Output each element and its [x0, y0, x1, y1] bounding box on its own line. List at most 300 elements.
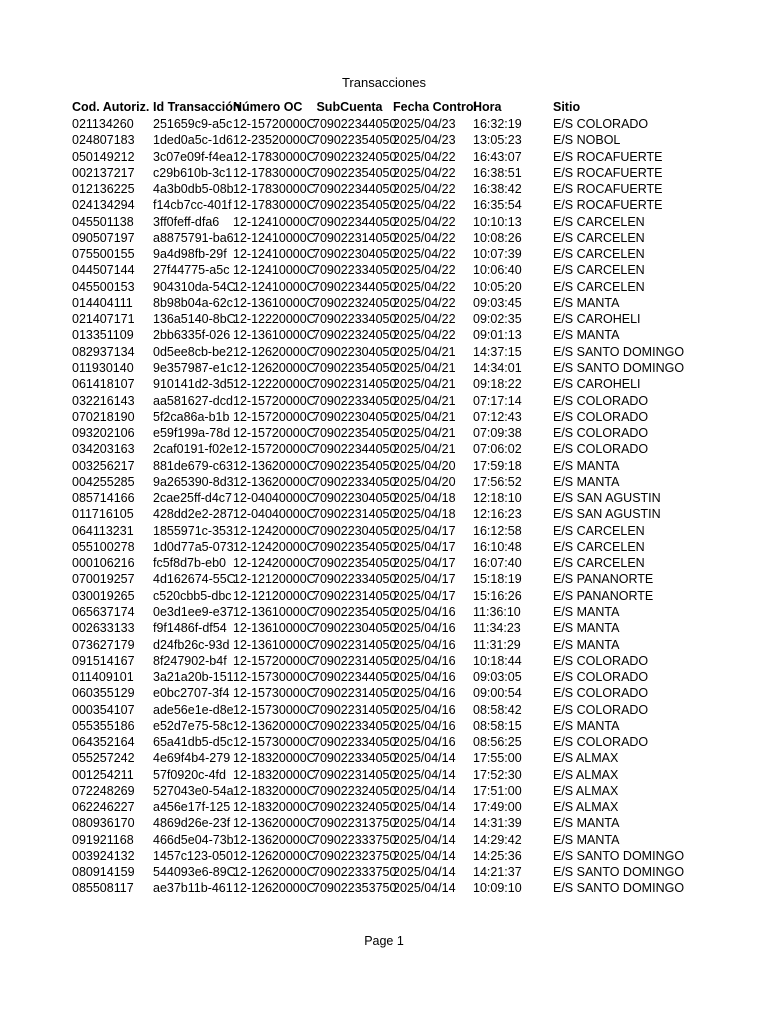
- cell-cod-autoriz: 055355186: [72, 718, 135, 733]
- table-row: [0, 360, 768, 376]
- cell-subcuenta: 709022304050: [313, 344, 397, 359]
- cell-cod-autoriz: 012136225: [72, 182, 135, 197]
- cell-numero-oc: 12-12220000C: [233, 312, 316, 327]
- cell-hora: 07:06:02: [473, 442, 522, 457]
- cell-cod-autoriz: 080936170: [72, 816, 135, 831]
- cell-sitio: E/S MANTA: [553, 832, 620, 847]
- cell-subcuenta: 709022314050: [313, 686, 397, 701]
- cell-numero-oc: 12-04040000C: [233, 491, 316, 506]
- cell-numero-oc: 12-17830000C: [233, 149, 316, 164]
- cell-subcuenta: 709022354050: [313, 360, 397, 375]
- cell-cod-autoriz: 004255285: [72, 474, 135, 489]
- cell-numero-oc: 12-18320000C: [233, 767, 316, 782]
- cell-sitio: E/S SANTO DOMINGO: [553, 344, 685, 359]
- cell-numero-oc: 12-13620000C: [233, 718, 316, 733]
- table-row: [0, 702, 768, 718]
- cell-hora: 14:29:42: [473, 832, 522, 847]
- cell-subcuenta: 709022314050: [313, 767, 397, 782]
- table-row: [0, 132, 768, 148]
- cell-id-transaccion: 2caf0191-f02e: [153, 442, 233, 457]
- cell-numero-oc: 12-15720000C: [233, 409, 316, 424]
- cell-fecha-control: 2025/04/22: [393, 165, 456, 180]
- cell-id-transaccion: f14cb7cc-401f: [153, 198, 232, 213]
- table-row: [0, 181, 768, 197]
- cell-id-transaccion: 1ded0a5c-1d6: [153, 133, 233, 148]
- cell-hora: 08:58:42: [473, 702, 522, 717]
- table-row: [0, 262, 768, 278]
- table-row: [0, 458, 768, 474]
- cell-fecha-control: 2025/04/14: [393, 848, 456, 863]
- cell-id-transaccion: 251659c9-a5c: [153, 117, 233, 131]
- cell-fecha-control: 2025/04/17: [393, 523, 456, 538]
- cell-hora: 12:16:23: [473, 507, 522, 522]
- cell-cod-autoriz: 045501138: [72, 214, 134, 229]
- table-row: [0, 669, 768, 685]
- cell-hora: 10:05:20: [473, 279, 522, 294]
- table-row: [0, 344, 768, 360]
- table-row: [0, 864, 768, 880]
- cell-hora: 16:35:54: [473, 198, 522, 213]
- cell-hora: 08:58:15: [473, 718, 522, 733]
- table-row: [0, 490, 768, 506]
- cell-fecha-control: 2025/04/21: [393, 360, 456, 375]
- cell-id-transaccion: 1d0d77a5-073: [153, 539, 234, 554]
- cell-subcuenta: 709022314050: [313, 507, 397, 522]
- cell-hora: 17:59:18: [473, 458, 522, 473]
- table-row: [0, 799, 768, 815]
- cell-fecha-control: 2025/04/21: [393, 426, 456, 441]
- table-row: [0, 116, 768, 132]
- cell-numero-oc: 12-12410000C: [233, 230, 316, 245]
- cell-subcuenta: 709022344050: [313, 670, 397, 685]
- cell-id-transaccion: 9a4d98fb-29f: [153, 247, 227, 262]
- cell-subcuenta: 709022334050: [313, 751, 397, 766]
- cell-fecha-control: 2025/04/16: [393, 735, 456, 750]
- cell-cod-autoriz: 014404111: [72, 295, 133, 310]
- cell-numero-oc: 12-18320000C: [233, 800, 316, 815]
- cell-hora: 14:34:01: [473, 360, 522, 375]
- cell-id-transaccion: 9a265390-8d3: [153, 474, 234, 489]
- cell-cod-autoriz: 065637174: [72, 604, 135, 619]
- cell-cod-autoriz: 000106216: [72, 556, 135, 571]
- cell-id-transaccion: a8875791-ba6: [153, 230, 234, 245]
- page-number: Page 1: [364, 934, 404, 948]
- cell-cod-autoriz: 090507197: [72, 230, 135, 245]
- cell-id-transaccion: 1855971c-353: [153, 523, 233, 538]
- cell-subcuenta: 709022354050: [313, 133, 397, 148]
- cell-sitio: E/S ALMAX: [553, 783, 619, 798]
- cell-id-transaccion: aa581627-dcd: [153, 393, 233, 408]
- table-row: [0, 506, 768, 522]
- table-row: [0, 571, 768, 587]
- cell-numero-oc: 12-17830000C: [233, 165, 316, 180]
- cell-subcuenta: 709022334050: [313, 263, 397, 278]
- cell-fecha-control: 2025/04/22: [393, 279, 456, 294]
- cell-subcuenta: 709022323750: [313, 848, 397, 863]
- cell-numero-oc: 12-12620000C: [233, 881, 316, 896]
- cell-subcuenta: 709022334050: [313, 393, 397, 408]
- cell-sitio: E/S MANTA: [553, 637, 620, 652]
- cell-hora: 16:38:42: [473, 182, 522, 197]
- cell-fecha-control: 2025/04/20: [393, 474, 456, 489]
- cell-fecha-control: 2025/04/16: [393, 718, 456, 733]
- cell-hora: 10:18:44: [473, 653, 522, 668]
- cell-hora: 16:43:07: [473, 149, 522, 164]
- cell-hora: 16:38:51: [473, 165, 522, 180]
- cell-numero-oc: 12-15730000C: [233, 670, 316, 685]
- table-row: [0, 327, 768, 343]
- cell-hora: 17:55:00: [473, 751, 522, 766]
- cell-fecha-control: 2025/04/22: [393, 312, 456, 327]
- cell-sitio: E/S ALMAX: [553, 767, 619, 782]
- cell-id-transaccion: 136a5140-8bC: [153, 312, 236, 327]
- cell-hora: 11:34:23: [473, 621, 521, 636]
- cell-cod-autoriz: 030019265: [72, 588, 135, 603]
- cell-cod-autoriz: 032216143: [72, 393, 135, 408]
- table-row: [0, 653, 768, 669]
- table-header: [0, 100, 768, 116]
- cell-numero-oc: 12-12420000C: [233, 556, 316, 571]
- cell-fecha-control: 2025/04/18: [393, 507, 456, 522]
- cell-sitio: E/S MANTA: [553, 295, 620, 310]
- cell-fecha-control: 2025/04/22: [393, 214, 456, 229]
- cell-fecha-control: 2025/04/22: [393, 182, 456, 197]
- cell-subcuenta: 709022354050: [313, 556, 397, 571]
- cell-fecha-control: 2025/04/14: [393, 881, 456, 896]
- cell-hora: 07:09:38: [473, 426, 522, 441]
- cell-cod-autoriz: 091514167: [72, 653, 135, 668]
- cell-id-transaccion: d24fb26c-93d: [153, 637, 230, 652]
- table-row: [0, 620, 768, 636]
- cell-id-transaccion: ade56e1e-d8e: [153, 702, 234, 717]
- cell-id-transaccion: 881de679-c63: [153, 458, 233, 473]
- cell-subcuenta: 709022314050: [313, 588, 397, 603]
- cell-subcuenta: 709022324050: [313, 800, 397, 815]
- cell-id-transaccion: 3ff0feff-dfa6: [153, 214, 220, 229]
- cell-fecha-control: 2025/04/21: [393, 409, 456, 424]
- cell-sitio: E/S NOBOL: [553, 133, 621, 148]
- cell-fecha-control: 2025/04/22: [393, 198, 456, 213]
- cell-numero-oc: 12-12120000C: [233, 572, 316, 587]
- table-row: [0, 474, 768, 490]
- cell-hora: 17:52:30: [473, 767, 522, 782]
- cell-sitio: E/S PANANORTE: [553, 588, 654, 603]
- cell-id-transaccion: f9f1486f-df54: [153, 621, 227, 636]
- cell-cod-autoriz: 003256217: [72, 458, 135, 473]
- cell-sitio: E/S CARCELEN: [553, 230, 645, 245]
- cell-hora: 09:03:05: [473, 670, 522, 685]
- cell-sitio: E/S CARCELEN: [553, 539, 645, 554]
- cell-subcuenta: 709022304050: [313, 409, 397, 424]
- column-header-subcuenta: SubCuenta: [313, 100, 383, 114]
- table-row: [0, 425, 768, 441]
- cell-sitio: E/S ROCAFUERTE: [553, 165, 663, 180]
- cell-hora: 17:51:00: [473, 783, 522, 798]
- cell-sitio: E/S ROCAFUERTE: [553, 149, 663, 164]
- cell-sitio: E/S COLORADO: [553, 442, 649, 457]
- cell-subcuenta: 709022324050: [313, 149, 397, 164]
- table-row: [0, 734, 768, 750]
- cell-cod-autoriz: 002633133: [72, 621, 135, 636]
- cell-subcuenta: 709022304050: [313, 247, 397, 262]
- cell-numero-oc: 12-13610000C: [233, 621, 316, 636]
- table-row: [0, 311, 768, 327]
- table-row: [0, 197, 768, 213]
- cell-subcuenta: 709022324050: [313, 783, 397, 798]
- cell-sitio: E/S MANTA: [553, 816, 620, 831]
- cell-hora: 15:16:26: [473, 588, 522, 603]
- cell-cod-autoriz: 034203163: [72, 442, 135, 457]
- cell-subcuenta: 709022334050: [313, 474, 397, 489]
- cell-hora: 09:01:13: [473, 328, 522, 343]
- cell-sitio: E/S ALMAX: [553, 800, 619, 815]
- cell-sitio: E/S CARCELEN: [553, 247, 645, 262]
- cell-fecha-control: 2025/04/16: [393, 637, 456, 652]
- cell-cod-autoriz: 064352164: [72, 735, 135, 750]
- column-header-sitio: Sitio: [553, 100, 581, 114]
- cell-id-transaccion: a456e17f-125: [153, 800, 231, 815]
- cell-id-transaccion: 3c07e09f-f4ea: [153, 149, 233, 164]
- cell-numero-oc: 12-04040000C: [233, 507, 316, 522]
- cell-id-transaccion: 527043e0-54a: [153, 783, 234, 798]
- cell-id-transaccion: fc5f8d7b-eb0: [153, 556, 226, 571]
- cell-id-transaccion: 5f2ca86a-b1b: [153, 409, 230, 424]
- cell-cod-autoriz: 055100278: [72, 539, 135, 554]
- cell-sitio: E/S COLORADO: [553, 735, 649, 750]
- cell-fecha-control: 2025/04/16: [393, 702, 456, 717]
- cell-sitio: E/S COLORADO: [553, 409, 649, 424]
- table-row: [0, 149, 768, 165]
- cell-sitio: E/S COLORADO: [553, 426, 649, 441]
- cell-id-transaccion: e52d7e75-58c: [153, 718, 233, 733]
- cell-fecha-control: 2025/04/14: [393, 832, 456, 847]
- cell-subcuenta: 709022344050: [313, 214, 397, 229]
- cell-subcuenta: 709022324050: [313, 328, 397, 343]
- cell-hora: 09:02:35: [473, 312, 522, 327]
- cell-subcuenta: 709022344050: [313, 117, 397, 131]
- cell-subcuenta: 709022314050: [313, 377, 397, 392]
- cell-cod-autoriz: 055257242: [72, 751, 135, 766]
- cell-hora: 14:25:36: [473, 848, 522, 863]
- cell-numero-oc: 12-15720000C: [233, 117, 316, 131]
- table-row: [0, 718, 768, 734]
- column-header-numero-oc: Número OC: [233, 100, 303, 114]
- cell-sitio: E/S MANTA: [553, 621, 620, 636]
- cell-subcuenta: 709022333750: [313, 832, 397, 847]
- cell-hora: 17:49:00: [473, 800, 522, 815]
- cell-id-transaccion: 4e69f4b4-279: [153, 751, 231, 766]
- cell-cod-autoriz: 000354107: [72, 702, 135, 717]
- cell-subcuenta: 709022334050: [313, 572, 397, 587]
- cell-numero-oc: 12-12420000C: [233, 523, 316, 538]
- cell-numero-oc: 12-18320000C: [233, 751, 316, 766]
- cell-subcuenta: 709022314050: [313, 637, 397, 652]
- cell-fecha-control: 2025/04/22: [393, 247, 456, 262]
- cell-cod-autoriz: 085508117: [72, 881, 134, 896]
- cell-numero-oc: 12-15720000C: [233, 442, 316, 457]
- cell-hora: 09:03:45: [473, 295, 522, 310]
- cell-fecha-control: 2025/04/17: [393, 539, 456, 554]
- cell-subcuenta: 709022333750: [313, 865, 397, 880]
- table-row: [0, 214, 768, 230]
- cell-subcuenta: 709022313750: [313, 816, 397, 831]
- cell-cod-autoriz: 024134294: [72, 198, 135, 213]
- cell-sitio: E/S MANTA: [553, 604, 620, 619]
- cell-fecha-control: 2025/04/17: [393, 572, 456, 587]
- cell-numero-oc: 12-12410000C: [233, 214, 316, 229]
- cell-hora: 12:18:10: [473, 491, 522, 506]
- cell-cod-autoriz: 013351109: [72, 328, 134, 343]
- cell-sitio: E/S COLORADO: [553, 117, 649, 131]
- table-row: [0, 767, 768, 783]
- cell-hora: 11:36:10: [473, 604, 521, 619]
- cell-cod-autoriz: 085714166: [72, 491, 135, 506]
- cell-numero-oc: 12-13620000C: [233, 458, 316, 473]
- cell-numero-oc: 12-17830000C: [233, 198, 316, 213]
- cell-id-transaccion: 4d162674-55C: [153, 572, 236, 587]
- cell-subcuenta: 709022354050: [313, 198, 397, 213]
- cell-numero-oc: 12-12410000C: [233, 279, 316, 294]
- table-row: [0, 555, 768, 571]
- cell-fecha-control: 2025/04/14: [393, 800, 456, 815]
- cell-sitio: E/S ALMAX: [553, 751, 619, 766]
- cell-subcuenta: 709022304050: [313, 523, 397, 538]
- cell-id-transaccion: 466d5e04-73b: [153, 832, 234, 847]
- cell-cod-autoriz: 072248269: [72, 783, 135, 798]
- cell-sitio: E/S SANTO DOMINGO: [553, 848, 685, 863]
- cell-hora: 15:18:19: [473, 572, 522, 587]
- cell-subcuenta: 709022334050: [313, 312, 397, 327]
- cell-fecha-control: 2025/04/21: [393, 393, 456, 408]
- cell-fecha-control: 2025/04/16: [393, 604, 456, 619]
- table-row: [0, 832, 768, 848]
- cell-numero-oc: 12-12220000C: [233, 377, 316, 392]
- cell-sitio: E/S SAN AGUSTIN: [553, 491, 661, 506]
- cell-sitio: E/S CAROHELI: [553, 312, 641, 327]
- cell-cod-autoriz: 080914159: [72, 865, 135, 880]
- column-header-hora: Hora: [473, 100, 502, 114]
- cell-id-transaccion: 904310da-54C: [153, 279, 236, 294]
- cell-numero-oc: 12-17830000C: [233, 182, 316, 197]
- cell-fecha-control: 2025/04/23: [393, 133, 456, 148]
- cell-id-transaccion: 544093e6-89C: [153, 865, 236, 880]
- cell-fecha-control: 2025/04/20: [393, 458, 456, 473]
- cell-numero-oc: 12-15730000C: [233, 735, 316, 750]
- cell-hora: 13:05:23: [473, 133, 522, 148]
- cell-sitio: E/S CARCELEN: [553, 214, 645, 229]
- cell-cod-autoriz: 003924132: [72, 848, 135, 863]
- cell-numero-oc: 12-12620000C: [233, 848, 316, 863]
- cell-cod-autoriz: 011409101: [72, 670, 134, 685]
- cell-numero-oc: 12-15730000C: [233, 686, 316, 701]
- cell-id-transaccion: 910141d2-3d5: [153, 377, 234, 392]
- cell-sitio: E/S COLORADO: [553, 702, 649, 717]
- cell-hora: 16:32:19: [473, 117, 522, 131]
- cell-hora: 17:56:52: [473, 474, 522, 489]
- cell-id-transaccion: 2cae25ff-d4c7: [153, 491, 232, 506]
- cell-cod-autoriz: 075500155: [72, 247, 135, 262]
- cell-numero-oc: 12-12410000C: [233, 247, 316, 262]
- cell-subcuenta: 709022304050: [313, 491, 397, 506]
- cell-subcuenta: 709022353750: [313, 881, 397, 896]
- cell-cod-autoriz: 024807183: [72, 133, 135, 148]
- cell-id-transaccion: 57f0920c-4fd: [153, 767, 226, 782]
- cell-id-transaccion: c520cbb5-dbc: [153, 588, 232, 603]
- table-row: [0, 409, 768, 425]
- cell-sitio: E/S CARCELEN: [553, 263, 645, 278]
- cell-cod-autoriz: 044507144: [72, 263, 135, 278]
- cell-fecha-control: 2025/04/16: [393, 653, 456, 668]
- cell-numero-oc: 12-12620000C: [233, 344, 316, 359]
- cell-subcuenta: 709022334050: [313, 735, 397, 750]
- cell-subcuenta: 709022354050: [313, 426, 397, 441]
- table-row: [0, 295, 768, 311]
- cell-subcuenta: 709022314050: [313, 230, 397, 245]
- cell-subcuenta: 709022354050: [313, 539, 397, 554]
- cell-fecha-control: 2025/04/21: [393, 344, 456, 359]
- cell-id-transaccion: 2bb6335f-026: [153, 328, 231, 343]
- cell-fecha-control: 2025/04/14: [393, 865, 456, 880]
- cell-fecha-control: 2025/04/22: [393, 328, 456, 343]
- cell-id-transaccion: 8f247902-b4f: [153, 653, 227, 668]
- cell-subcuenta: 709022314050: [313, 653, 397, 668]
- cell-hora: 10:06:40: [473, 263, 522, 278]
- cell-fecha-control: 2025/04/14: [393, 816, 456, 831]
- cell-cod-autoriz: 021134260: [72, 117, 134, 131]
- cell-sitio: E/S COLORADO: [553, 393, 649, 408]
- cell-numero-oc: 12-13620000C: [233, 474, 316, 489]
- table-row: [0, 637, 768, 653]
- cell-fecha-control: 2025/04/16: [393, 621, 456, 636]
- table-row: [0, 441, 768, 457]
- cell-numero-oc: 12-13620000C: [233, 832, 316, 847]
- table-row: [0, 279, 768, 295]
- cell-fecha-control: 2025/04/16: [393, 670, 456, 685]
- cell-subcuenta: 709022334050: [313, 718, 397, 733]
- cell-subcuenta: 709022354050: [313, 604, 397, 619]
- cell-subcuenta: 709022304050: [313, 621, 397, 636]
- cell-numero-oc: 12-23520000C: [233, 133, 316, 148]
- cell-sitio: E/S COLORADO: [553, 653, 649, 668]
- cell-id-transaccion: ae37b11b-461: [153, 881, 233, 896]
- cell-subcuenta: 709022324050: [313, 295, 397, 310]
- cell-cod-autoriz: 064113231: [72, 523, 134, 538]
- cell-fecha-control: 2025/04/21: [393, 442, 456, 457]
- cell-cod-autoriz: 073627179: [72, 637, 135, 652]
- cell-sitio: E/S COLORADO: [553, 686, 649, 701]
- cell-fecha-control: 2025/04/14: [393, 783, 456, 798]
- cell-id-transaccion: 4869d26e-23f: [153, 816, 231, 831]
- cell-cod-autoriz: 061418107: [72, 377, 135, 392]
- cell-numero-oc: 12-13610000C: [233, 637, 316, 652]
- table-row: [0, 523, 768, 539]
- cell-id-transaccion: 9e357987-e1c: [153, 360, 233, 375]
- cell-numero-oc: 12-15720000C: [233, 426, 316, 441]
- table-row: [0, 604, 768, 620]
- cell-fecha-control: 2025/04/22: [393, 230, 456, 245]
- cell-sitio: E/S SANTO DOMINGO: [553, 881, 685, 896]
- table-row: [0, 539, 768, 555]
- cell-numero-oc: 12-13610000C: [233, 295, 316, 310]
- table-row: [0, 246, 768, 262]
- cell-cod-autoriz: 082937134: [72, 344, 135, 359]
- cell-numero-oc: 12-12120000C: [233, 588, 316, 603]
- table-row: [0, 165, 768, 181]
- table-row: [0, 750, 768, 766]
- cell-id-transaccion: 65a41db5-d5c: [153, 735, 233, 750]
- cell-subcuenta: 709022344050: [313, 279, 397, 294]
- cell-cod-autoriz: 070218190: [72, 409, 135, 424]
